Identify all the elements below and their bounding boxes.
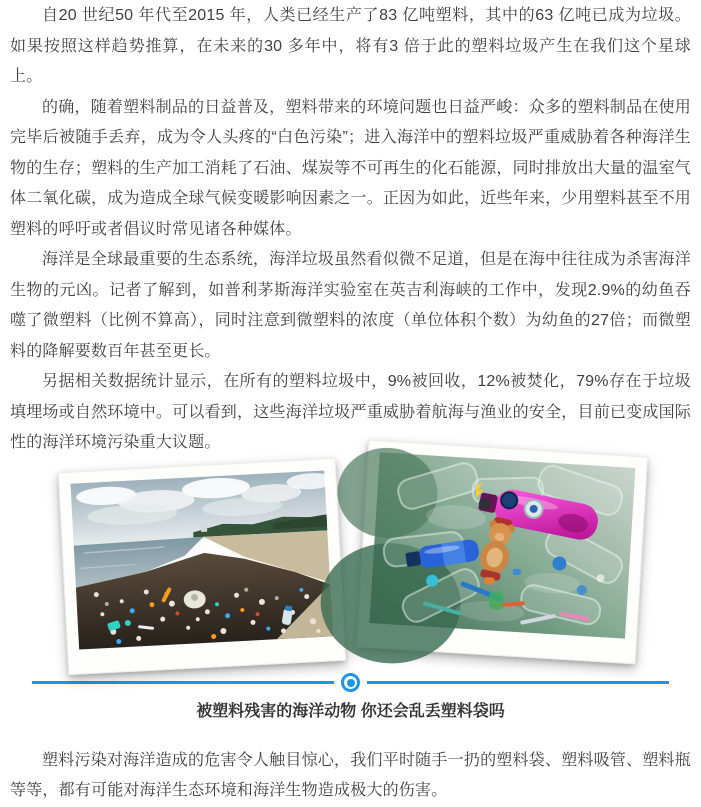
distant-building [201, 524, 207, 531]
paragraph-1: 自20 世纪50 年代至2015 年，人类已经生产了83 亿吨塑料，其中的63 亿吨已成为垃圾。如果按照这样趋势推算，在未来的30 多年中，将有3 倍于此的塑料垃圾产生在我们这个星球上。 [10, 7, 691, 85]
divider-bullseye-icon [341, 673, 360, 692]
divider-line-left [32, 681, 334, 684]
photo-gallery [0, 459, 701, 674]
paragraph-2: 的确，随着塑料制品的日益普及，塑料带来的环境问题也日益严峻：众多的塑料制品在使用完毕后被随手丢弃，成为令人头疼的“白色污染”；进入海洋中的塑料垃圾严重威胁着各种海洋生物的生存；塑料的生产加工消耗了石油、煤炭等不可再生的化石能源，同时排放出大量的温室气体二氧化碳，成为造成全球气候变暖影响因素之一。正因为如此，近些年来，少用塑料甚至不用塑料的呼吁或者倡议时常见诸各种媒体。 [10, 98, 691, 238]
section-divider [0, 674, 701, 692]
closing-paragraph: 塑料污染对海洋造成的危害令人触目惊心，我们平时随手一扔的塑料袋、塑料吸管、塑料瓶等等，都有可能对海洋生态环境和海洋生物造成极大的伤害。 [10, 751, 691, 799]
paragraph-3: 海洋是全球最重要的生态系统，海洋垃圾虽然看似微不足道，但是在海中往往成为杀害海洋生物的元凶。记者了解到，如普利茅斯海洋实验室在英吉利海峡的工作中，发现2.9%的幼鱼吞噬了微塑料（比例不算高），同时注意到微塑料的浓度（单位体积个数）为幼鱼的27倍；而微塑料的降解要数百年甚至更长。 [10, 251, 691, 360]
beach-photo-art [70, 470, 332, 649]
photo-underwater-plastic-bottles[interactable] [356, 439, 648, 664]
photo-beach-plastic-waste[interactable] [58, 457, 346, 674]
underwater-photo-art [369, 452, 635, 638]
photo-caption: 被塑料残害的海洋动物 你还会乱丢塑料袋吗 [196, 702, 505, 720]
paragraph-4: 另据相关数据统计显示，在所有的塑料垃圾中，9%被回收，12%被焚化，79%存在于垃圾填埋场或自然环境中。可以看到，这些海洋垃圾严重威胁着航海与渔业的安全，目前已变成国际性的海洋环境污染重大议题。 [10, 373, 691, 451]
divider-line-right [367, 681, 669, 684]
